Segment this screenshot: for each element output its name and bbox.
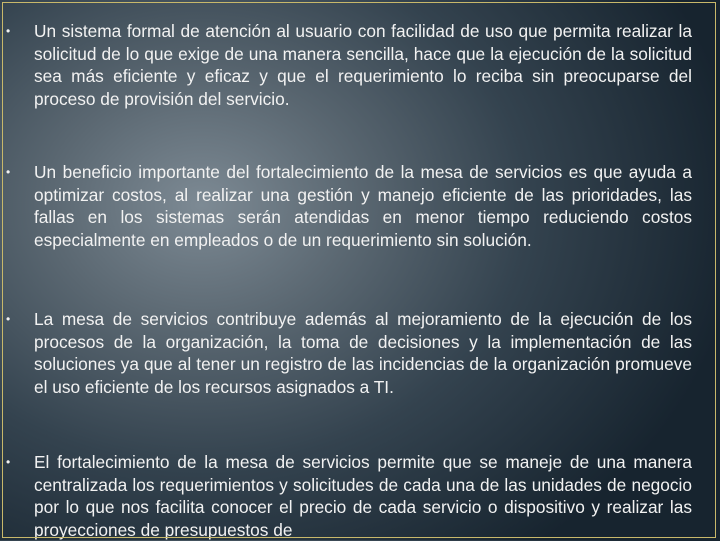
bullet-text: Un beneficio importante del fortalecimiento de la mesa de servicios es que ayuda a optimizar costos, al realizar una gestión y manejo eficiente de las prioridades, las fallas en los sistemas serán atendidas en menor tiempo reduciendo costos especialmente en empleados o de un requerimiento sin solución. [34,162,692,250]
bullet-marker: • [6,312,11,326]
bullet-item [6,161,692,251]
bullet-text: La mesa de servicios contribuye además al mejoramiento de la ejecución de los procesos de la organización, la toma de decisiones y la implementación de las soluciones ya que al tener un registro de las incidencias de la organización promueve el uso eficiente de los recursos asignados a TI. [34,309,692,397]
bullet-marker: • [6,165,11,179]
bullet-text: El fortalecimiento de la mesa de servicios permite que se maneje de una manera centralizada los requerimientos y solicitudes de cada una de las unidades de negocio por lo que nos facilita conocer el precio de cada servicio o dispositivo y realizar las proyecciones de presupuestos de [34,452,692,540]
bullet-marker: • [6,24,11,38]
bullet-item [6,20,692,110]
bullet-item [6,451,692,541]
bullet-marker: • [6,455,11,469]
bullet-item [6,308,692,398]
bullet-text: Un sistema formal de atención al usuario con facilidad de uso que permita realizar la solicitud de lo que exige de una manera sencilla, hace que la ejecución de la solicitud sea más eficiente y eficaz y que el requerimiento lo reciba sin preocuparse del proceso de provisión del servicio. [34,21,692,109]
